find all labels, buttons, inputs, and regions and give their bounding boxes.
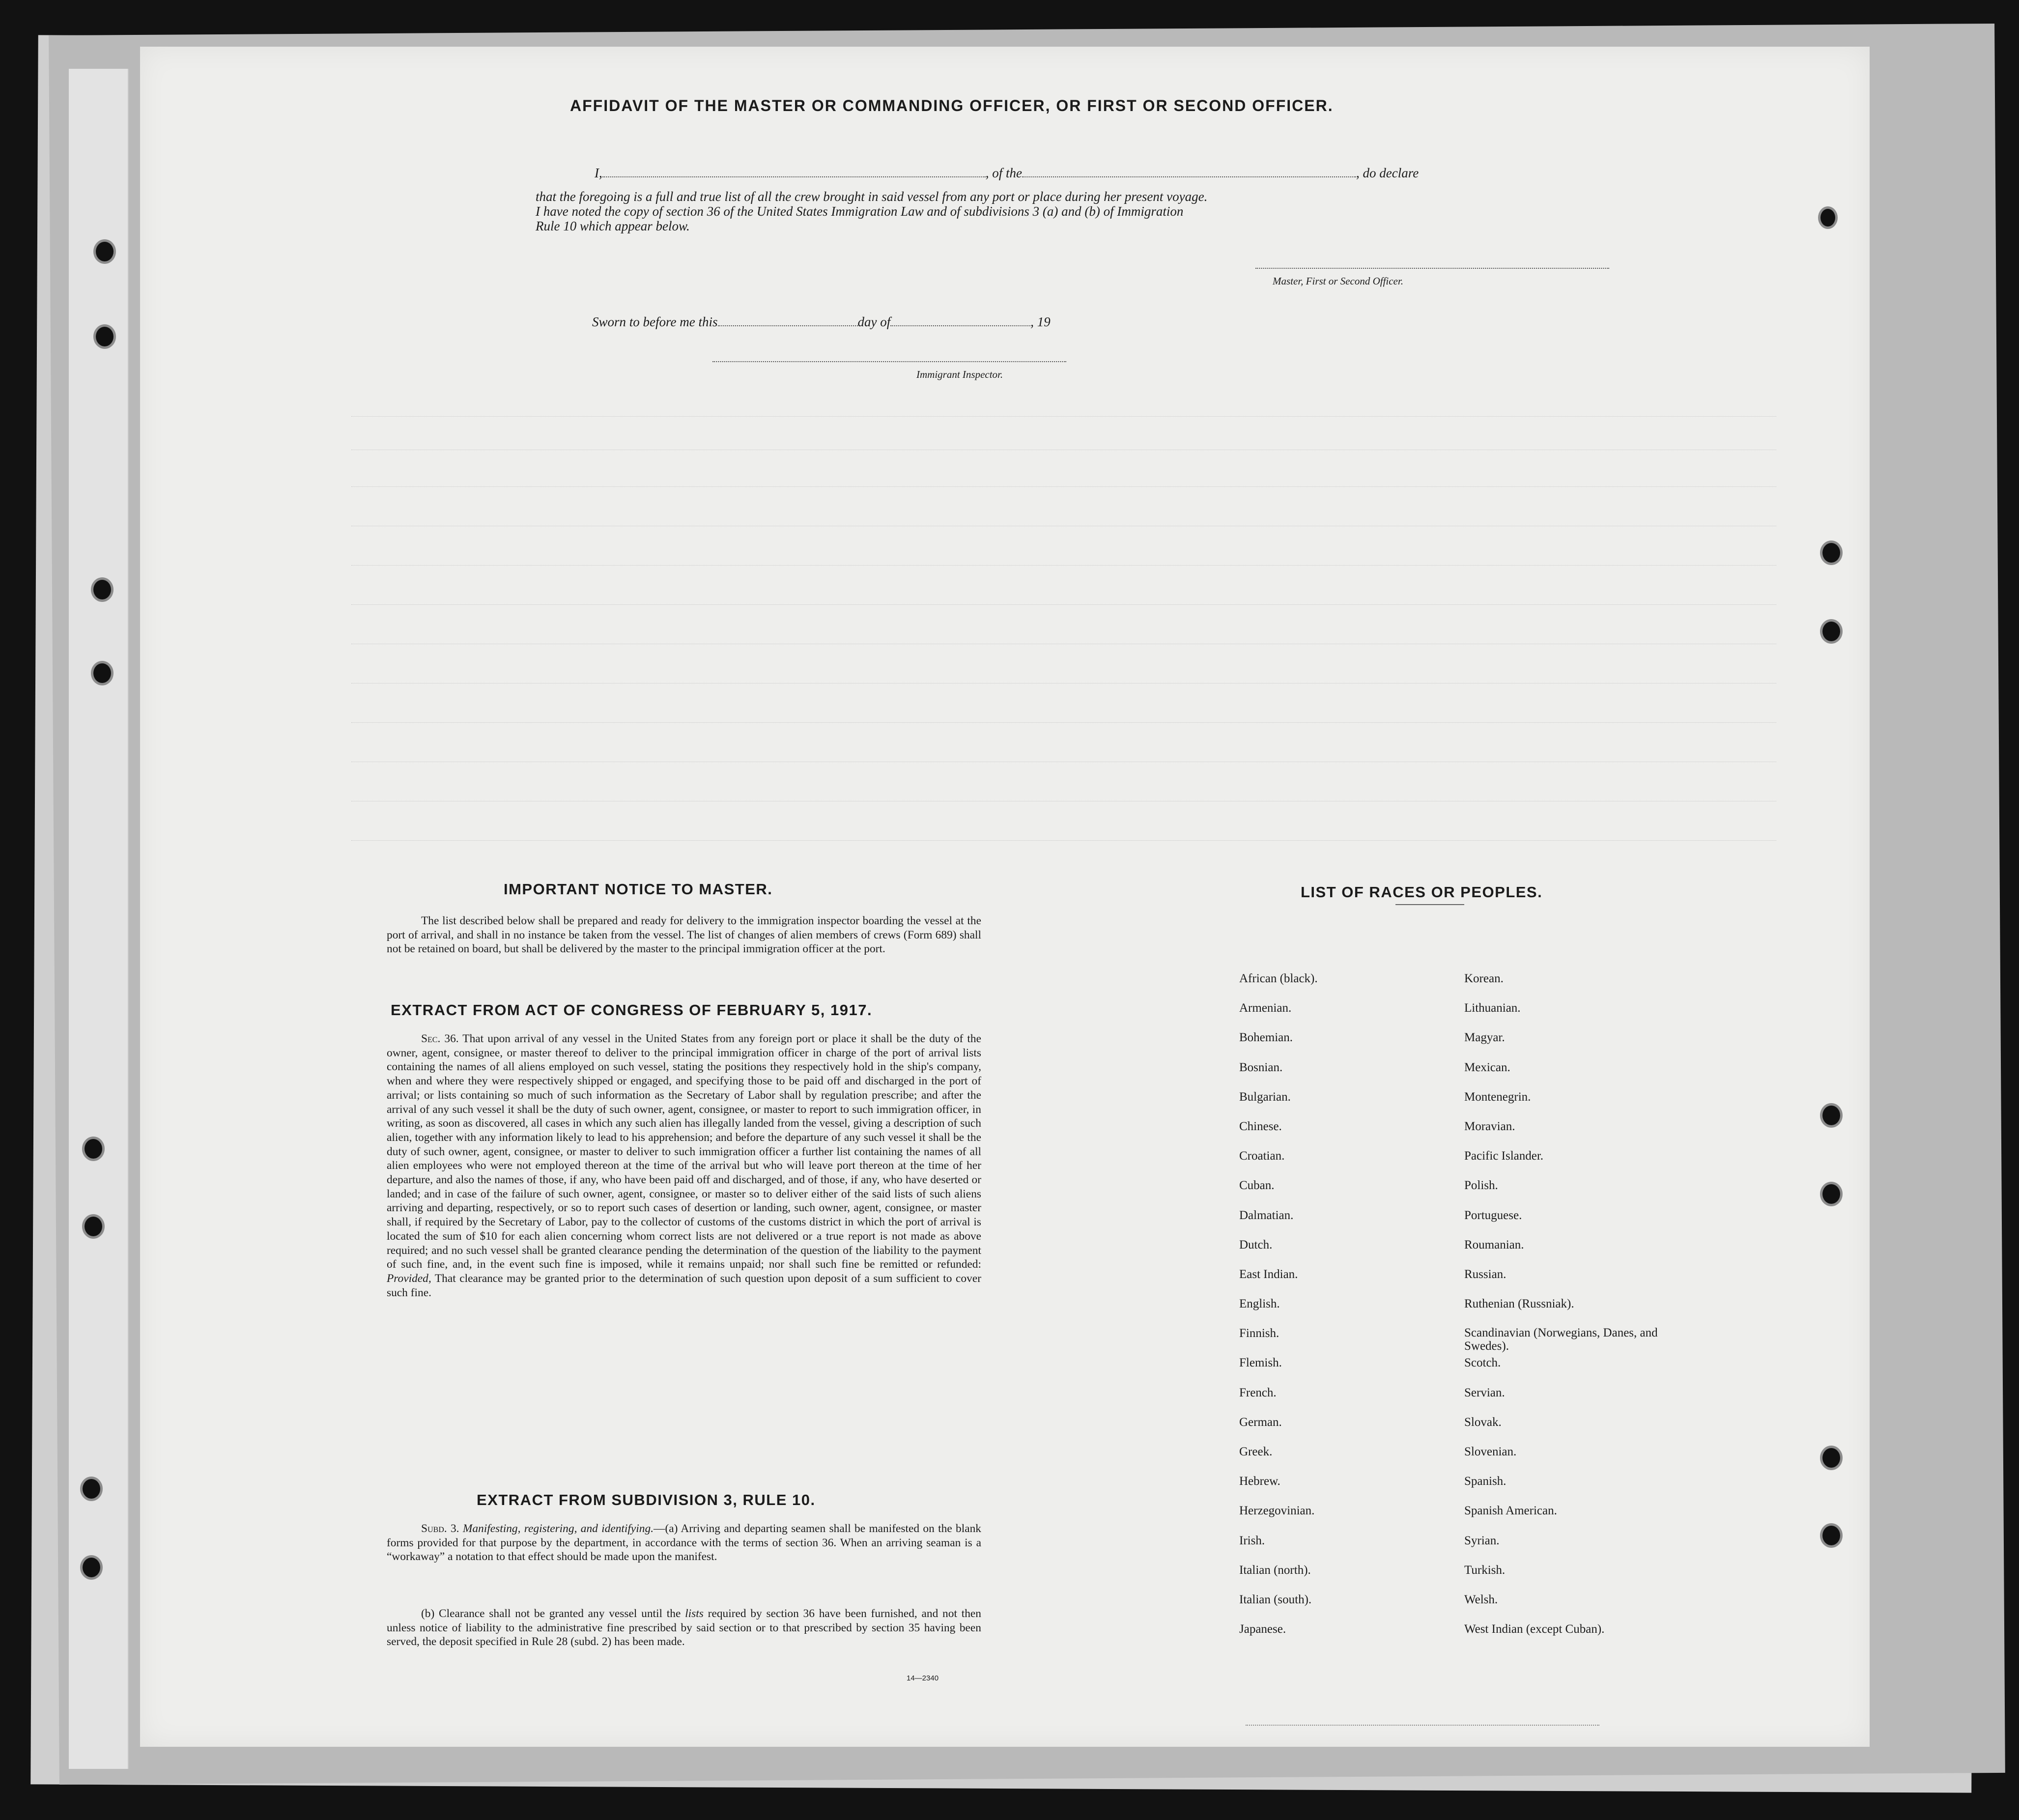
act-extract-title: EXTRACT FROM ACT OF CONGRESS OF FEBRUARY 5, 1917. — [391, 1001, 873, 1019]
punch-hole — [1822, 1106, 1840, 1125]
races-right-column — [1464, 971, 1680, 1651]
lists-word: lists — [685, 1607, 704, 1620]
affidavit-title: AFFIDAVIT OF THE MASTER OR COMMANDING OFFICER, OR FIRST OR SECOND OFFICER. — [570, 97, 1334, 114]
binder-hole — [85, 1139, 102, 1159]
provided-word: Provided, — [387, 1272, 431, 1285]
races-title: LIST OF RACES OR PEOPLES. — [1301, 883, 1543, 901]
race-item: Montenegrin. — [1464, 1090, 1531, 1104]
declaration-text-2: I have noted the copy of section 36 of the United States Immigration Law and of subdivisions 3 (a) and (b) of Immigration — [536, 204, 1184, 219]
bottom-blank-line — [1246, 1725, 1599, 1726]
race-item: Irish. — [1239, 1534, 1265, 1547]
race-item: French. — [1239, 1386, 1277, 1399]
master-signature-line — [1255, 268, 1609, 269]
name-blank — [602, 176, 986, 177]
race-item: Portuguese. — [1464, 1208, 1522, 1222]
punch-hole — [1822, 622, 1840, 641]
declaration-text-1: that the foregoing is a full and true list of all the crew brought in said vessel from any port or place during her present voyage. — [536, 189, 1208, 204]
race-item: West Indian (except Cuban). — [1464, 1622, 1605, 1636]
punch-hole — [1822, 1184, 1840, 1204]
form-number: 14—2340 — [907, 1674, 939, 1682]
punch-hole — [1822, 1448, 1840, 1468]
declaration-line — [595, 166, 1419, 181]
race-item: Greek. — [1239, 1445, 1273, 1458]
punch-hole — [1822, 543, 1840, 563]
rule-text-b-end: required by section 36 have been furnished, and not then unless notice of liability to the administrative fine prescribed by said section or to that prescribed by section 35 having been served, the deposit specified in Rule 28 (subd. 2) has been made. — [387, 1607, 981, 1649]
bleed-through-row — [351, 840, 1776, 841]
rule-extract-title: EXTRACT FROM SUBDIVISION 3, RULE 10. — [477, 1491, 816, 1508]
inspector-signature-line — [712, 361, 1066, 362]
race-item: Syrian. — [1464, 1534, 1500, 1547]
vessel-blank — [1022, 176, 1356, 177]
race-item: Scotch. — [1464, 1356, 1501, 1370]
race-item: Magyar. — [1464, 1031, 1505, 1045]
act-extract-text — [387, 1032, 981, 1300]
race-item: Chinese. — [1239, 1119, 1282, 1133]
race-item: African (black). — [1239, 972, 1318, 985]
declare-end: , do declare — [1356, 166, 1419, 180]
race-item: Moravian. — [1464, 1119, 1515, 1133]
race-item: Flemish. — [1239, 1356, 1282, 1370]
binder-hole — [93, 663, 111, 683]
race-item: Turkish. — [1464, 1563, 1506, 1577]
act-text-main: That upon arrival of any vessel in the United States from any foreign port or place it shall be the duty of the owner, agent, consignee, or master thereof to deliver to the principal immigration officer in charge of the port of arrival lists containing the names of all aliens employed on such vessel, stating the positions they respectively hold in the ship's company, when and where they were respectively shipped or engaged, and specifying those to be paid off and discharged in the port of arrival; or lists containing so much of such information as the Secretary of Labor shall by regulation prescribe; and after the arrival of any such vessel it shall be the duty of such owner, agent, consignee, or master to report to such immigration officer, in writing, as soon as discovered, all cases in which any such alien has illegally landed from the vessel, giving a description of such alien, together with any information likely to lead to his apprehension; and before the departure of any such vessel it shall be the duty of such owner, agent, consignee, or master to deliver to such immigration officer a further list containing the names of all alien employees who were not employed thereon at the time of the arrival but who will leave port thereon at the time of her departure, and also the names of those, if any, who have been paid off and discharged, and of those, if any, who have deserted or landed; and in case of the failure of such owner, agent, consignee, or master so to deliver either of the said lists of such aliens arriving and departing, respectively, or so to report such cases of desertion or landing, such owner, agent, consignee, or master shall, if required by the Secretary of Labor, pay to the collector of customs of the customs district in which the port of arrival is located the sum of $10 for each alien concerning whom correct lists are not delivered or a true report is not made as above required; and no such vessel shall be granted clearance pending the determination of the question of the liability to the payment of such fine, and, in the event such fine is imposed, while it remains unpaid; nor shall such fine be remitted or refunded: — [387, 1032, 981, 1271]
binder-hole — [85, 1217, 102, 1236]
notice-title: IMPORTANT NOTICE TO MASTER. — [504, 881, 773, 898]
manifest-page — [140, 47, 1870, 1747]
ledger-strip — [69, 69, 129, 1769]
race-item: Pacific Islander. — [1464, 1149, 1544, 1163]
binder-hole — [96, 327, 114, 346]
races-title-rule — [1395, 904, 1464, 905]
race-item: Welsh. — [1464, 1592, 1498, 1606]
year-label: , 19 — [1030, 314, 1051, 329]
race-item: Japanese. — [1239, 1622, 1286, 1636]
race-item: Dalmatian. — [1239, 1208, 1294, 1222]
race-item: English. — [1239, 1297, 1280, 1311]
race-item: Polish. — [1464, 1179, 1498, 1193]
race-item: Croatian. — [1239, 1149, 1285, 1163]
binder-hole — [93, 580, 111, 599]
race-item: Hebrew. — [1239, 1475, 1280, 1488]
race-item: Lithuanian. — [1464, 1001, 1521, 1015]
declare-of-the: , of the — [985, 166, 1022, 180]
race-item: Spanish American. — [1464, 1504, 1557, 1518]
sworn-line — [592, 314, 1051, 330]
race-item: Dutch. — [1239, 1238, 1273, 1251]
race-item: Finnish. — [1239, 1327, 1280, 1340]
declaration-text-3: Rule 10 which appear below. — [536, 219, 690, 233]
race-item: Bosnian. — [1239, 1060, 1283, 1074]
rule-extract-text-a — [387, 1522, 981, 1564]
sworn-day-blank — [718, 325, 858, 326]
sworn-month-blank — [890, 325, 1030, 326]
race-item: Spanish. — [1464, 1475, 1507, 1488]
race-item: Armenian. — [1239, 1001, 1292, 1015]
race-item: Italian (south). — [1239, 1592, 1312, 1606]
bleed-through-row — [351, 565, 1776, 566]
race-item: Roumanian. — [1464, 1238, 1524, 1251]
races-left-column — [1239, 971, 1318, 1651]
race-item: Korean. — [1464, 972, 1504, 985]
race-item: Russian. — [1464, 1267, 1507, 1281]
race-item: East Indian. — [1239, 1267, 1298, 1281]
notice-text: The list described below shall be prepared and ready for delivery to the immigration inspector boarding the vessel at the port of arrival, and shall in no instance be taken from the vessel. The list of changes of alien members of crews (Form 689) shall not be retained on board, but shall be delivered by the master to the principal immigration officer at the port. — [387, 914, 981, 956]
binder-hole — [83, 1479, 100, 1499]
day-of-label: day of — [857, 314, 891, 329]
bleed-through-row — [351, 722, 1776, 723]
bleed-through-row — [351, 486, 1776, 487]
race-item: Servian. — [1464, 1386, 1505, 1399]
race-item: Ruthenian (Russniak). — [1464, 1297, 1574, 1311]
race-item: Scandinavian (Norwegians, Danes, and Swedes). — [1464, 1326, 1658, 1353]
subdivision-heading: Manifesting, registering, and identifying. — [462, 1522, 654, 1535]
race-item: Bohemian. — [1239, 1031, 1293, 1045]
rule-extract-text-b — [387, 1607, 981, 1649]
section-label: Sec. 36. — [421, 1032, 459, 1045]
rule-text-a: —(a) Arriving and departing seamen shall be manifested on the blank forms provided for that purpose by the department, in accordance with the terms of section 36. When an arriving seaman is a “workaway” a notation to that effect should be made upon the manifest. — [387, 1522, 981, 1564]
race-item: Mexican. — [1464, 1060, 1510, 1074]
punch-hole — [1820, 209, 1835, 227]
binder-hole — [83, 1558, 100, 1577]
race-item: Slovenian. — [1464, 1445, 1517, 1458]
subdivision-label: Subd. 3. — [421, 1522, 459, 1535]
race-item: Italian (north). — [1239, 1563, 1311, 1577]
master-signature-caption: Master, First or Second Officer. — [1273, 275, 1403, 287]
race-item: German. — [1239, 1415, 1282, 1429]
race-item: Slovak. — [1464, 1415, 1502, 1429]
inspector-signature-caption: Immigrant Inspector. — [916, 369, 1003, 380]
race-item: Cuban. — [1239, 1179, 1275, 1193]
declare-i: I, — [595, 166, 602, 180]
race-item: Bulgarian. — [1239, 1090, 1291, 1104]
punch-hole — [1822, 1526, 1840, 1545]
bleed-through-row — [351, 416, 1776, 417]
rule-text-b-start: (b) Clearance shall not be granted any vessel until the — [421, 1607, 681, 1620]
binder-hole — [96, 242, 114, 261]
race-item: Herzegovinian. — [1239, 1504, 1315, 1518]
sworn-label: Sworn to before me this — [592, 314, 718, 329]
bleed-through-row — [351, 604, 1776, 605]
act-text-proviso: That clearance may be granted prior to the determination of such question upon deposit of a sum sufficient to cover such fine. — [387, 1272, 981, 1299]
